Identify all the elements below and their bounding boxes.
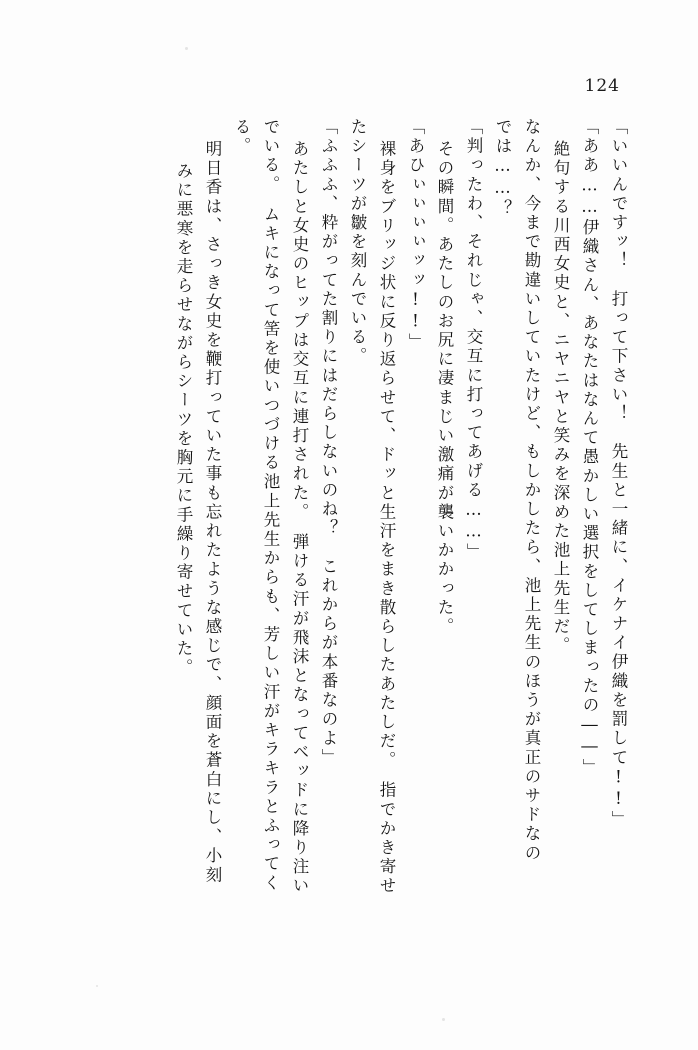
- text-column: その瞬間。あたしのお尻に凄まじい激痛が襲いかかった。: [435, 140, 454, 637]
- vertical-text-block: [162, 118, 626, 998]
- page-number: 124: [584, 76, 620, 96]
- text-column: 「ふふふ、粋がってた割りにはだらしないのね？ これからが本番なのよ」: [319, 118, 338, 768]
- text-column: る。: [232, 118, 251, 157]
- text-column: 「ああ……伊織さん、あなたはなんて愚かしい選択をしてしまったの――」: [580, 118, 599, 778]
- text-column: みに悪寒を走らせながらシーツを胸元に手繰り寄せていた。: [174, 162, 193, 678]
- text-column: 明日香は、さっき女史を鞭打っていた事も忘れたような感じで、顔面を蒼白にし、小刻: [203, 140, 222, 885]
- text-column: 「いいんですッ！ 打って下さい！ 先生と一緒に、イケナイ伊織を罰して!!」: [609, 118, 628, 830]
- text-column: では……？: [493, 118, 512, 219]
- text-column: 「あひぃぃぃぃッッ!!」: [406, 118, 425, 353]
- scan-speck: [96, 985, 98, 987]
- text-column: なんか、今まで勘違いしていたけど、もしかしたら、池上先生のほうが真正のサドなの: [522, 118, 541, 863]
- scan-speck: [442, 1018, 445, 1021]
- text-column: 「判ったわ、それじゃ、交互に打ってあげる……」: [464, 118, 483, 563]
- text-column: たシーツが皺を刻んでいる。: [348, 118, 367, 367]
- text-column: 絶句する川西女史と、ニヤニヤと笑みを深めた池上先生だ。: [551, 140, 570, 656]
- text-column: あたしと女史のヒップは交互に連打された。 弾ける汗が飛沫となってベッドに降り注い: [290, 140, 309, 896]
- text-column: でいる。 ムキになって筈を使いつづける池上先生からも、芳しい汗がキラキラとふってく: [261, 118, 280, 893]
- scan-speck: [185, 47, 188, 50]
- text-column: 裸身をブリッジ状に反り返らせて、ドッと生汗をまき散らしたあたしだ。 指でかき寄せ: [377, 140, 396, 896]
